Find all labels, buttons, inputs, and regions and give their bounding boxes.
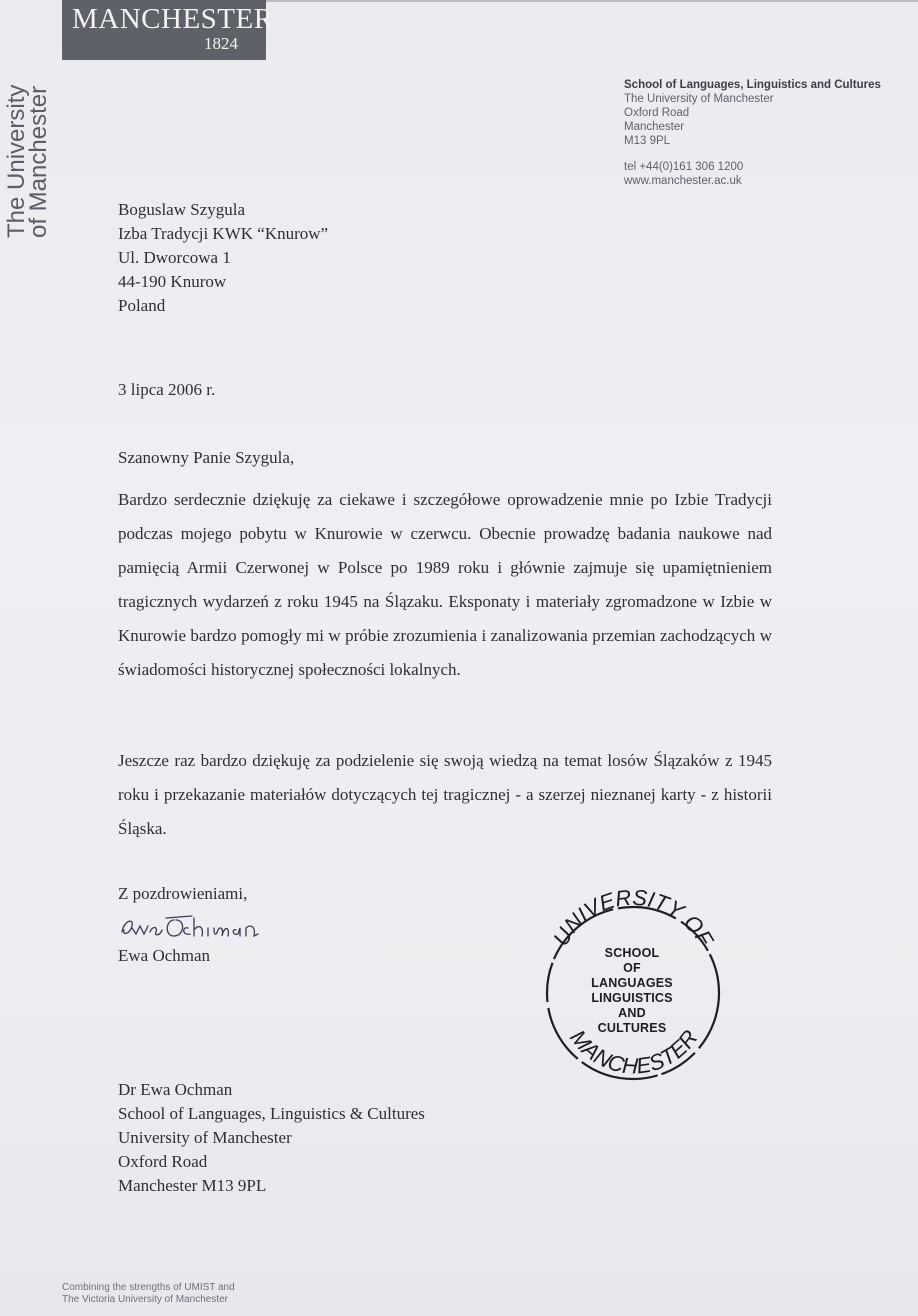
closing: Z pozdrowieniami, bbox=[118, 884, 248, 903]
wordmark-line-1: The University bbox=[3, 84, 30, 238]
stamp-center-text bbox=[572, 946, 692, 1036]
stamp-line-4: LINGUISTICS bbox=[591, 991, 673, 1005]
recipient-name: Boguslaw Szygula bbox=[118, 200, 246, 219]
sigblock-city: Manchester M13 9PL bbox=[118, 1176, 267, 1195]
recipient-country: Poland bbox=[118, 296, 166, 315]
sender-line-3: Manchester bbox=[624, 121, 685, 133]
signatory-name: Ewa Ochman bbox=[118, 946, 211, 965]
recipient-address bbox=[118, 198, 328, 318]
sender-line-2: Oxford Road bbox=[624, 107, 690, 119]
top-edge-rule bbox=[266, 0, 918, 2]
manchester-logo bbox=[62, 0, 274, 60]
stamp-line-5: AND bbox=[618, 1006, 646, 1020]
stamp-line-1: SCHOOL bbox=[604, 946, 660, 960]
sender-address bbox=[624, 78, 881, 188]
sigblock-road: Oxford Road bbox=[118, 1152, 208, 1171]
svg-text:UNIVERSITY OF bbox=[548, 888, 719, 951]
recipient-city: 44-190 Knurow bbox=[118, 272, 227, 291]
stamp-top-arc: UNIVERSITY OF bbox=[547, 888, 719, 951]
sender-web: www.manchester.ac.uk bbox=[624, 175, 742, 187]
logo-name: MANCHESTER bbox=[72, 3, 274, 35]
signature-text: Ewa Ochman bbox=[118, 944, 124, 945]
signature-block bbox=[118, 1078, 425, 1198]
university-vertical-wordmark bbox=[3, 84, 52, 238]
stamp-line-2: OF bbox=[623, 961, 641, 975]
sigblock-university: University of Manchester bbox=[118, 1128, 292, 1147]
university-stamp bbox=[536, 888, 728, 1098]
sigblock-name: Dr Ewa Ochman bbox=[118, 1080, 233, 1099]
salutation: Szanowny Panie Szygula, bbox=[118, 448, 295, 467]
footer-line-1: Combining the strengths of UMIST and bbox=[62, 1282, 235, 1293]
body-paragraph-2: Jeszcze raz bardzo dziękuję za podzielenie się swoją wiedzą na temat losów Ślązaków z 1945 roku i przekazanie materiałów dotyczących tej tragicznej - a szerzej nieznanej karty - z historii Śląska. bbox=[118, 751, 772, 838]
wordmark-line-2: of Manchester bbox=[25, 85, 52, 238]
body-paragraph-1: Bardzo serdecznie dziękuję za ciekawe i szczegółowe oprowadzenie mnie po Izbie Tradycji podczas mojego pobytu w Knurowie w czerwcu. Obecnie prowadzę badania naukowe nad pamięcią Armii Czerwonej w Polsce po 1989 roku i głównie zajmuje się upamiętnieniem tragicznych wydarzeń z roku 1945 na Ślązaku. Eksponaty i materiały zgromadzone w Izbie w Knurowie bardzo pomogły mi w próbie zrozumienia i zanalizowania przemian zachodzących w świadomości historycznej społeczności lokalnych. bbox=[118, 490, 772, 679]
stamp-line-6: CULTURES bbox=[597, 1021, 667, 1035]
sigblock-school: School of Languages, Linguistics & Cultures bbox=[118, 1104, 425, 1123]
handwritten-signature bbox=[118, 910, 288, 946]
footer-line-2: The Victoria University of Manchester bbox=[62, 1294, 228, 1305]
sender-school: School of Languages, Linguistics and Cultures bbox=[624, 79, 881, 91]
stamp-line-3: LANGUAGES bbox=[591, 976, 673, 990]
sender-line-4: M13 9PL bbox=[624, 135, 671, 147]
sender-line-1: The University of Manchester bbox=[624, 93, 774, 105]
recipient-street: Ul. Dworcowa 1 bbox=[118, 248, 231, 267]
sender-tel: tel +44(0)161 306 1200 bbox=[624, 161, 744, 173]
recipient-org: Izba Tradycji KWK “Knurow” bbox=[118, 224, 329, 243]
page-footer bbox=[62, 1282, 235, 1306]
logo-year: 1824 bbox=[204, 34, 238, 53]
stamp-bottom-arc: MANCHESTER bbox=[565, 1025, 703, 1079]
letter-date: 3 lipca 2006 r. bbox=[118, 380, 216, 399]
